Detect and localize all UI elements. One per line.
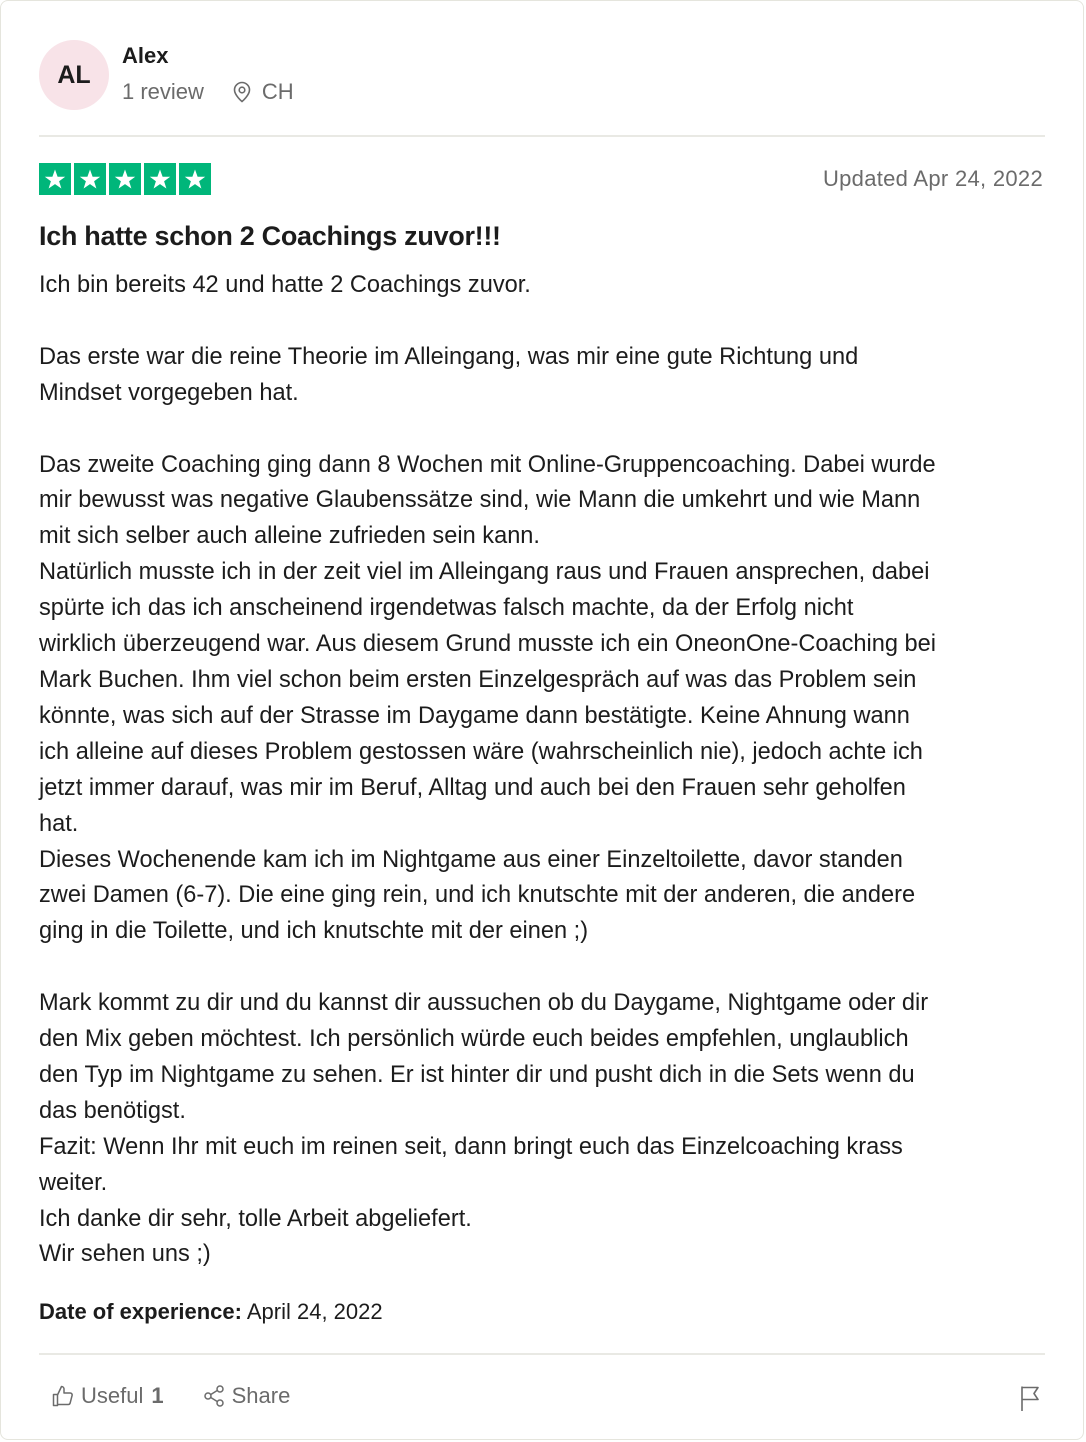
review-line: wirklich überzeugend war. Aus diesem Grund musste ich ein OneonOne-Coaching bei bbox=[39, 631, 937, 658]
reviewer-meta bbox=[122, 79, 294, 105]
star-icon bbox=[74, 163, 106, 195]
reviewer-name[interactable]: Alex bbox=[122, 43, 169, 68]
avatar[interactable] bbox=[39, 40, 109, 110]
star-icon bbox=[179, 163, 211, 195]
review-line: Ich bin bereits 42 und hatte 2 Coachings zuvor. bbox=[39, 272, 531, 298]
header-divider bbox=[39, 135, 1045, 137]
star-rating bbox=[39, 163, 214, 195]
review-body bbox=[39, 268, 1049, 1273]
review-line: Das erste war die reine Theorie im Alleingang, was mir eine gute Richtung und bbox=[39, 343, 859, 370]
review-line: den Typ im Nightgame zu sehen. Er ist hinter dir und pusht dich in die Sets wenn du bbox=[39, 1061, 915, 1088]
review-line: Natürlich musste ich in der zeit viel im Alleingang raus und Frauen ansprechen, dabei bbox=[39, 559, 930, 586]
experience-label: Date of experience: bbox=[39, 1299, 242, 1324]
review-line: Wir sehen uns ;) bbox=[39, 1241, 211, 1268]
review-line: Mindset vorgegeben hat. bbox=[39, 379, 299, 406]
review-line: den Mix geben möchtest. Ich persönlich würde euch beides empfehlen, unglaublich bbox=[39, 1026, 909, 1053]
useful-count: 1 bbox=[151, 1383, 164, 1408]
review-line: Ich danke dir sehr, tolle Arbeit abgeliefert. bbox=[39, 1205, 472, 1232]
star-icon bbox=[144, 163, 176, 195]
review-line: Dieses Wochenende kam ich im Nightgame aus einer Einzeltoilette, davor standen bbox=[39, 846, 903, 873]
review-line bbox=[39, 304, 1049, 340]
thumbs-up-icon bbox=[51, 1384, 75, 1408]
review-line bbox=[39, 950, 1049, 986]
review-title[interactable]: Ich hatte schon 2 Coachings zuvor!!! bbox=[39, 221, 501, 251]
review-line: das benötigst. bbox=[39, 1097, 186, 1124]
star-icon bbox=[109, 163, 141, 195]
review-line: mir bewusst was negative Glaubenssätze sind, wie Mann die umkehrt und wie Mann bbox=[39, 487, 921, 514]
review-line bbox=[39, 412, 1049, 448]
review-line: zwei Damen (6-7). Die eine ging rein, und ich knutschte mit der anderen, die andere bbox=[39, 882, 916, 909]
review-line: könnte, was sich auf der Strasse im Daygame dann bestätigte. Keine Ahnung wann bbox=[39, 702, 910, 729]
star-icon bbox=[39, 163, 71, 195]
report-button[interactable] bbox=[1019, 1384, 1043, 1417]
reviewer-location bbox=[232, 79, 294, 105]
review-line: hat. bbox=[39, 810, 79, 837]
review-line: weiter. bbox=[39, 1169, 108, 1196]
review-line: Das zweite Coaching ging dann 8 Wochen mit Online-Gruppencoaching. Dabei wurde bbox=[39, 451, 936, 478]
review-line: jetzt immer darauf, was mir im Beruf, Alltag und auch bei den Frauen sehr geholfen bbox=[39, 774, 906, 801]
useful-label: Useful bbox=[81, 1383, 144, 1408]
footer-divider bbox=[39, 1353, 1045, 1355]
useful-button[interactable] bbox=[51, 1383, 164, 1409]
share-button[interactable] bbox=[202, 1383, 291, 1409]
updated-date: Updated Apr 24, 2022 bbox=[822, 166, 1043, 191]
date-of-experience bbox=[39, 1299, 383, 1325]
review-line: Fazit: Wenn Ihr mit euch im reinen seit, dann bringt euch das Einzelcoaching krass bbox=[39, 1133, 903, 1160]
review-line: ich alleine auf dieses Problem gestossen wäre (wahrscheinlich nie), jedoch achte ich bbox=[39, 738, 923, 765]
share-label: Share bbox=[231, 1383, 291, 1408]
review-line: mit sich selber auch alleine zufrieden sein kann. bbox=[39, 523, 540, 550]
review-actions bbox=[51, 1383, 290, 1409]
review-line: spürte ich das ich anscheinend irgendetwas falsch machte, da der Erfolg nicht bbox=[39, 595, 854, 622]
avatar-initials: AL bbox=[57, 60, 91, 89]
review-count: 1 review bbox=[122, 79, 204, 104]
review-line: ging in die Toilette, und ich knutschte mit der einen ;) bbox=[39, 918, 589, 945]
review-line: Mark kommt zu dir und du kannst dir aussuchen ob du Daygame, Nightgame oder dir bbox=[39, 990, 929, 1017]
flag-icon bbox=[1019, 1384, 1043, 1412]
review-line: Mark Buchen. Ihm viel schon beim ersten Einzelgespräch auf was das Problem sein bbox=[39, 666, 917, 693]
share-icon bbox=[202, 1384, 226, 1408]
experience-date: April 24, 2022 bbox=[241, 1299, 383, 1324]
location-pin-icon bbox=[232, 81, 252, 103]
location-code: CH bbox=[261, 79, 294, 104]
